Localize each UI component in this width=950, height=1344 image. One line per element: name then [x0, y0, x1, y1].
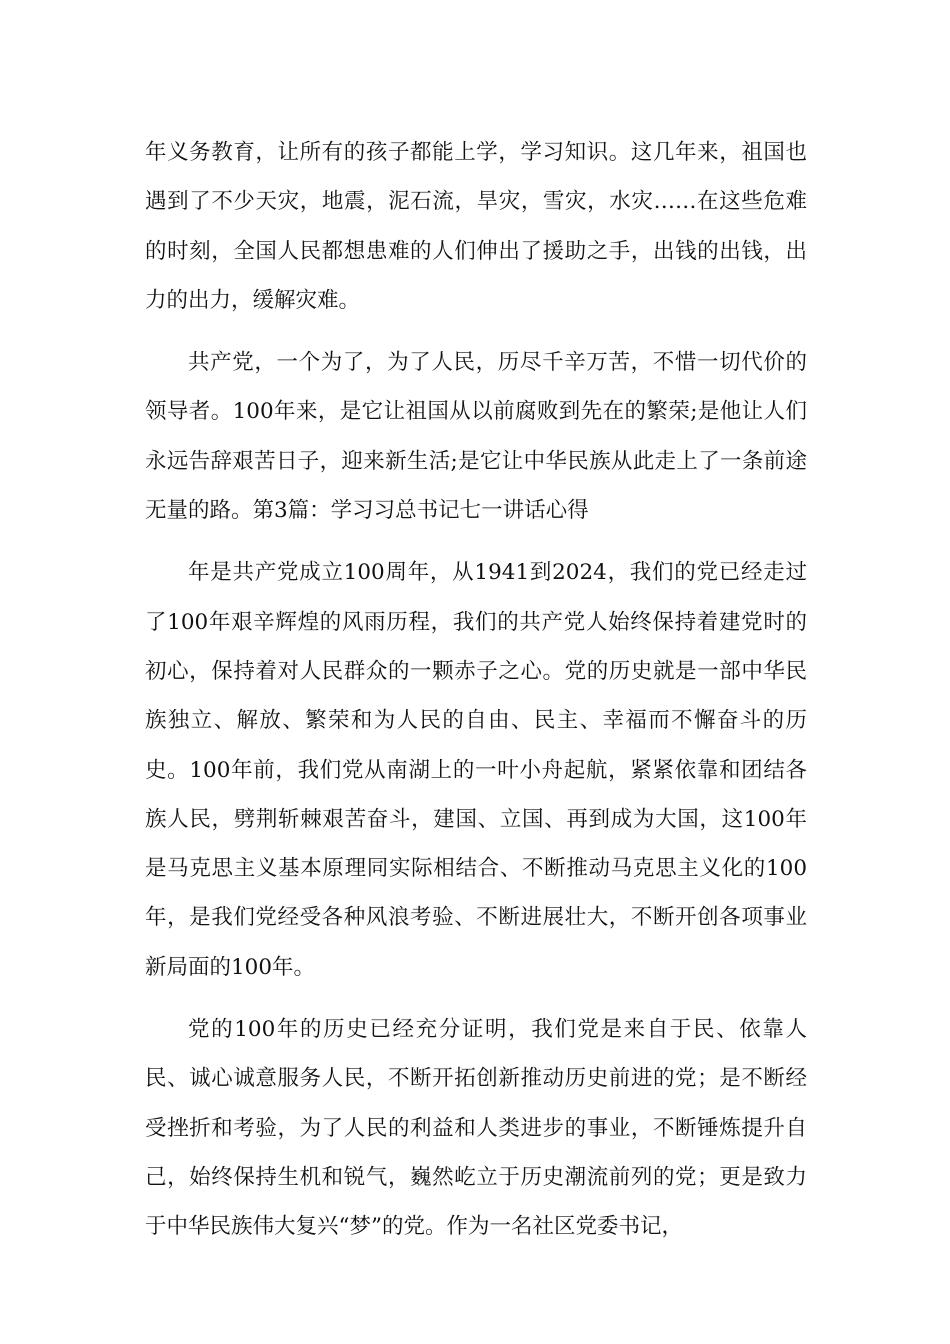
paragraph-gap [145, 325, 807, 338]
paragraph-4: 党的100年的历史已经充分证明，我们党是来自于民、依靠人民、诚心诚意服务人民，不断开拓创新推动历史前进的党；是不断经受挫折和考验，为了人民的利益和人类进步的事业，不断锤炼提升自己，始终保持生机和锐气，巍然屹立于历史潮流前列的党；更是致力于中华民族伟大复兴“梦”的党。作为一名社区党委书记， [145, 1017, 807, 1240]
paragraph-2: 共产党，一个为了，为了人民，历尽千辛万苦，不惜一切代价的领导者。100年来，是它让祖国从以前腐败到先在的繁荣;是他让人们永远告辞艰苦日子，迎来新生活;是它让中华民族从此走上了一条前途无量的路。第3篇：学习习总书记七一讲话心得 [145, 350, 807, 524]
paragraph-gap [145, 535, 807, 548]
paragraph-1: 年义务教育，让所有的孩子都能上学，学习知识。这几年来，祖国也遇到了不少天灾，地震，泥石流，旱灾，雪灾，水灾……在这些危难的时刻，全国人民都想患难的人们伸出了援助之手，出钱的出钱，出力的出力，缓解灾难。 [145, 140, 807, 313]
document-body [145, 128, 807, 1252]
paragraph-3: 年是共产党成立100周年，从1941到2024，我们的党已经走过了100年艰辛辉煌的风雨历程，我们的共产党人始终保持着建党时的初心，保持着对人民群众的一颗赤子之心。党的历史就是一部中华民族独立、解放、繁荣和为人民的自由、民主、幸福而不懈奋斗的历史。100年前，我们党从南湖上的一叶小舟起航，紧紧依靠和团结各族人民，劈荆斩棘艰苦奋斗，建国、立国、再到成为大国，这100年是马克思主义基本原理同实际相结合、不断推动马克思主义化的100年，是我们党经受各种风浪考验、不断进展壮大，不断开创各项事业新局面的100年。 [145, 560, 807, 980]
paragraph-gap [145, 992, 807, 1005]
